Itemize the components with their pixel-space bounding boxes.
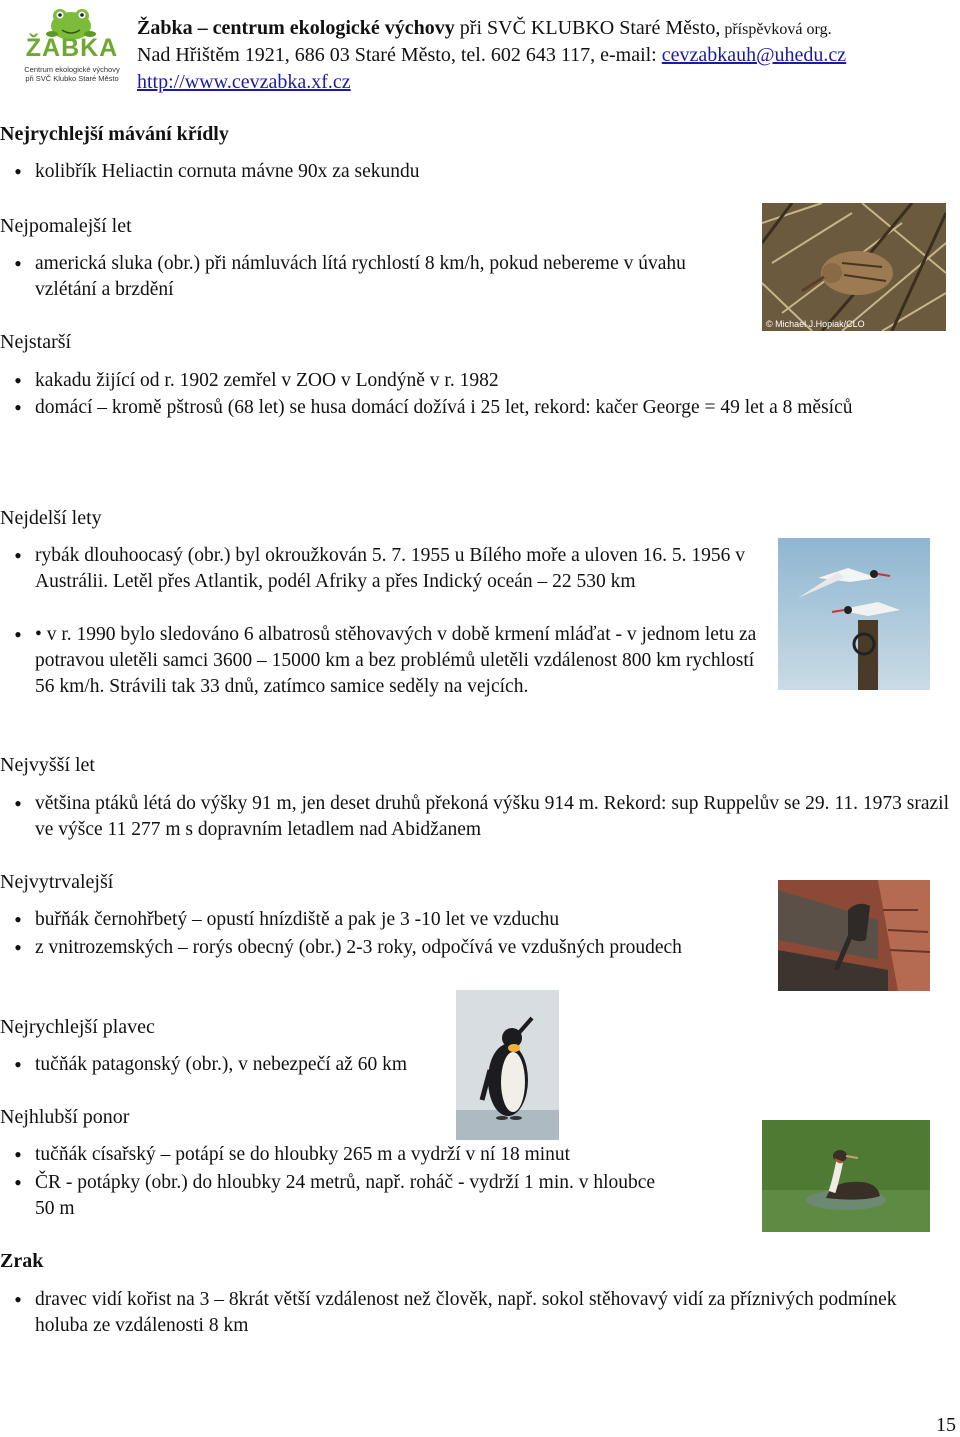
penguin-photo xyxy=(456,990,559,1140)
org-type: příspěvková org. xyxy=(720,21,832,38)
logo-subtitle: Centrum ekologické výchovy při SVČ Klubko Staré Město xyxy=(24,65,120,83)
woodcock-photo xyxy=(762,203,946,331)
section-title: Zrak xyxy=(0,1250,44,1272)
email-link[interactable]: cevzabkauh@uhedu.cz xyxy=(661,44,847,66)
bullet: • xyxy=(14,368,22,393)
bullet: • xyxy=(14,1142,22,1167)
header-web-line xyxy=(137,69,351,96)
grebe-photo xyxy=(762,1120,930,1232)
section-title: Nejrychlejší mávání křídly xyxy=(0,123,229,145)
header-address-line xyxy=(137,42,846,69)
section-title: Nejvyšší let xyxy=(0,754,95,776)
bullet: • xyxy=(14,1287,22,1312)
logo-word: ŽABKA xyxy=(25,34,119,62)
bullet: • xyxy=(14,1052,22,1077)
tern-photo xyxy=(778,538,930,690)
org-name-rest: při SVČ KLUBKO Staré Město, xyxy=(454,17,721,39)
bullet: • xyxy=(14,907,22,932)
swift-photo xyxy=(778,880,930,991)
bullet: • xyxy=(14,395,22,420)
bullet: • xyxy=(14,251,22,276)
bullet: • xyxy=(14,791,22,816)
section-title: Nejpomalejší let xyxy=(0,215,132,237)
header-org-line xyxy=(137,15,832,43)
address: Nad Hřištěm 1921, 686 03 Staré Město, tel. 602 643 117, e-mail: xyxy=(137,44,662,66)
section-title: Nejvytrvalejší xyxy=(0,871,114,893)
section-title: Nejrychlejší plavec xyxy=(0,1016,155,1038)
website-link[interactable]: http://www.cevzabka.xf.cz xyxy=(137,71,351,93)
bullet: • xyxy=(14,622,22,647)
bullet: • xyxy=(14,543,22,568)
bullet: • xyxy=(14,1170,22,1195)
bullet: • xyxy=(14,935,22,960)
section-title: Nejstarší xyxy=(0,331,72,353)
bullet: • xyxy=(14,159,22,184)
section-title: Nejhlubší ponor xyxy=(0,1106,130,1128)
photo-credit: © Michael J.Hopiak/CLO xyxy=(766,319,865,329)
section-title: Nejdelší lety xyxy=(0,507,102,529)
org-name: Žabka – centrum ekologické výchovy xyxy=(137,17,455,39)
page-number: 15 xyxy=(936,1414,956,1436)
